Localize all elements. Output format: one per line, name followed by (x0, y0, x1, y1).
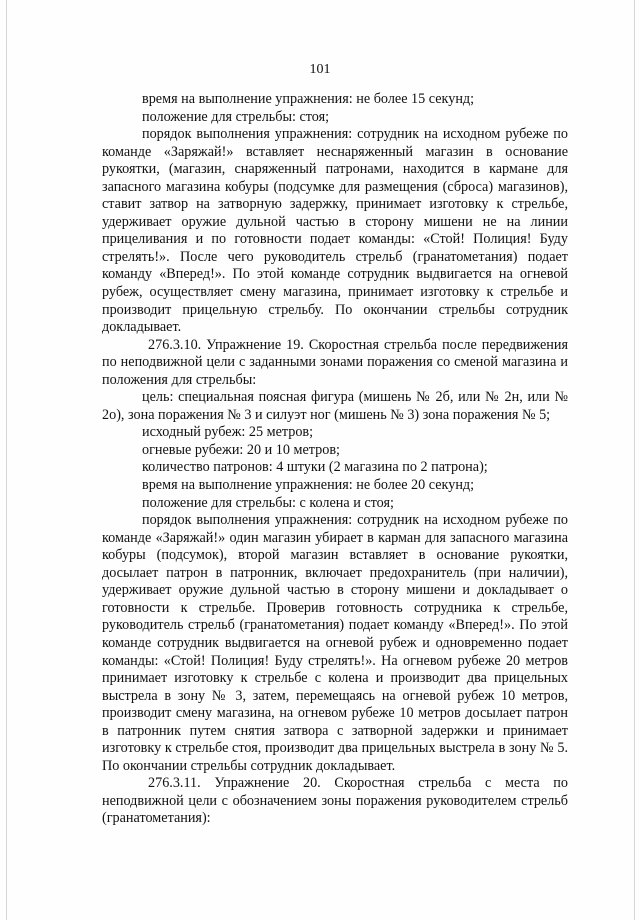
scan-edge-line (6, 0, 7, 920)
paragraph-procedure-2: порядок выполнения упражнения: сотрудник на исходном рубеже по команде «Заряжай!» один магазин убирает в карман для запасного магазина кобуры (подсумок), второй магазин вставляет в основание рукоятки, досылает патрон в патронник, включает предохранитель (при наличии), удерживает оружие дульной частью в сторону мишени и докладывает о готовности к стрельбе. Проверив готовность сотрудника к стрельбе, руководитель стрельб (гранатометания) подает команду «Вперед!». По этой команде сотрудник выдвигается на огневой рубеж и одновременно подает команды: «Стой! Полиция! Буду стрелять!». На огневом рубеже 20 метров принимает изготовку к стрельбе с колена и производит два прицельных выстрела в зону № 3, затем, перемещаясь на огневой рубеж 10 метров, производит смену магазина, на огневом рубеже 10 метров досылает патрон в патронник путем снятия затвора с затворной задержки и принимает изготовку к стрельбе стоя, производит два прицельных выстрела в зону № 5. По окончании стрельбы сотрудник докладывает. (102, 512, 568, 774)
document-body (102, 91, 568, 828)
paragraph-exercise-19-heading: 276.3.10. Упражнение 19. Скоростная стрельба после передвижения по неподвижной цели с заданными зонами поражения со сменой магазина и положения для стрельбы: (102, 336, 568, 388)
paragraph-time-limit-2: время на выполнение упражнения: не более 20 секунд; (142, 477, 475, 494)
paragraph-position-2: положение для стрельбы: с колена и стоя; (142, 494, 394, 511)
scan-edge-line (634, 0, 635, 920)
paragraph-firing-lines: огневые рубежи: 20 и 10 метров; (142, 441, 340, 458)
paragraph-exercise-20-heading: 276.3.11. Упражнение 20. Скоростная стрельба с места по неподвижной цели с обозначением зоны поражения руководителем стрельб (гранатометания): (102, 775, 568, 827)
paragraph-ammo-count: количество патронов: 4 штуки (2 магазина по 2 патрона); (142, 459, 488, 476)
paragraph-position: положение для стрельбы: стоя; (142, 108, 330, 125)
paragraph-time-limit: время на выполнение упражнения: не более 15 секунд; (142, 91, 475, 107)
page-number: 101 (309, 62, 331, 77)
paragraph-start-line: исходный рубеж: 25 метров; (142, 424, 314, 441)
paragraph-procedure: порядок выполнения упражнения: сотрудник на исходном рубеже по команде «Заряжай!» вставляет неснаряженный магазин в основание рукоятки, (магазин, снаряженный патронами, находится в кармане для запасного магазина кобуры (подсумке для размещения (сброса) магазинов), ставит затвор на затворную задержку, принимает изготовку к стрельбе, удерживает оружие дульной частью в сторону мишени не на линии прицеливания и по готовности подает команды: «Стой! Полиция! Буду стрелять!». После чего руководитель стрельб (гранатометания) подает команду «Вперед!». По этой команде сотрудник выдвигается на огневой рубеж, осуществляет смену магазина, принимает изготовку к стрельбе и производит прицельную стрельбу. По окончании стрельбы сотрудник докладывает. (102, 126, 568, 336)
paragraph-target: цель: специальная поясная фигура (мишень № 2б, или № 2н, или № 2о), зона поражения № 3 и силуэт ног (мишень № 3) зона поражения № 5; (102, 389, 568, 423)
